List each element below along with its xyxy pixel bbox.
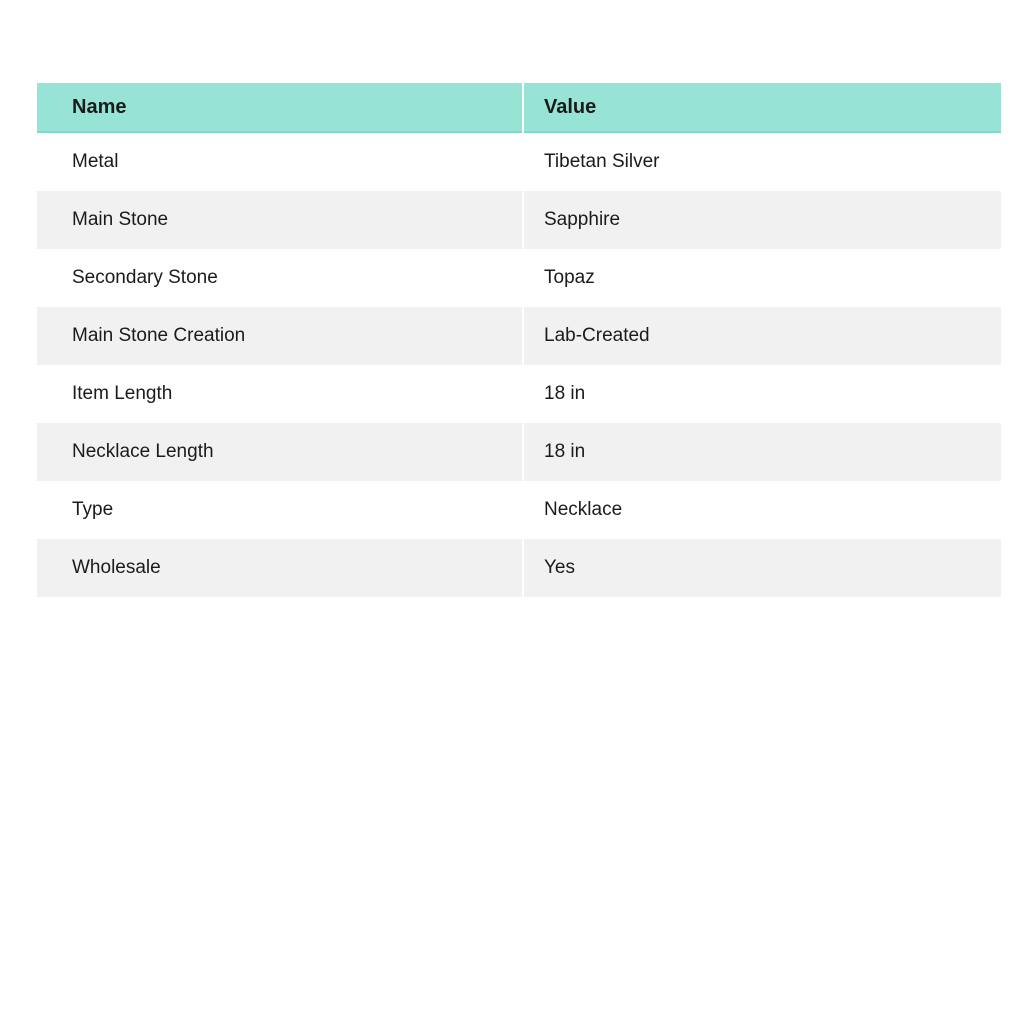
row-name-cell: Necklace Length <box>37 423 522 481</box>
row-value-cell: Topaz <box>524 249 1001 307</box>
table-body <box>37 133 1001 597</box>
row-value-cell: Necklace <box>524 481 1001 539</box>
row-name-cell: Type <box>37 481 522 539</box>
column-header-name: Name <box>37 83 522 133</box>
row-name-cell: Main Stone <box>37 191 522 249</box>
table-header-row <box>37 83 1001 133</box>
row-value-cell: 18 in <box>524 365 1001 423</box>
row-value-cell: 18 in <box>524 423 1001 481</box>
row-name-cell: Main Stone Creation <box>37 307 522 365</box>
row-value-cell: Sapphire <box>524 191 1001 249</box>
row-name-cell: Item Length <box>37 365 522 423</box>
row-value-cell: Tibetan Silver <box>524 133 1001 191</box>
table-row <box>37 423 1001 481</box>
product-specs-table <box>37 83 1001 597</box>
row-name-cell: Wholesale <box>37 539 522 597</box>
row-name-cell: Metal <box>37 133 522 191</box>
table-row <box>37 365 1001 423</box>
table-row <box>37 481 1001 539</box>
table-row <box>37 307 1001 365</box>
row-name-cell: Secondary Stone <box>37 249 522 307</box>
column-header-value: Value <box>524 83 1001 133</box>
table-row <box>37 539 1001 597</box>
table-row <box>37 249 1001 307</box>
row-value-cell: Lab-Created <box>524 307 1001 365</box>
table-row <box>37 133 1001 191</box>
row-value-cell: Yes <box>524 539 1001 597</box>
table-row <box>37 191 1001 249</box>
